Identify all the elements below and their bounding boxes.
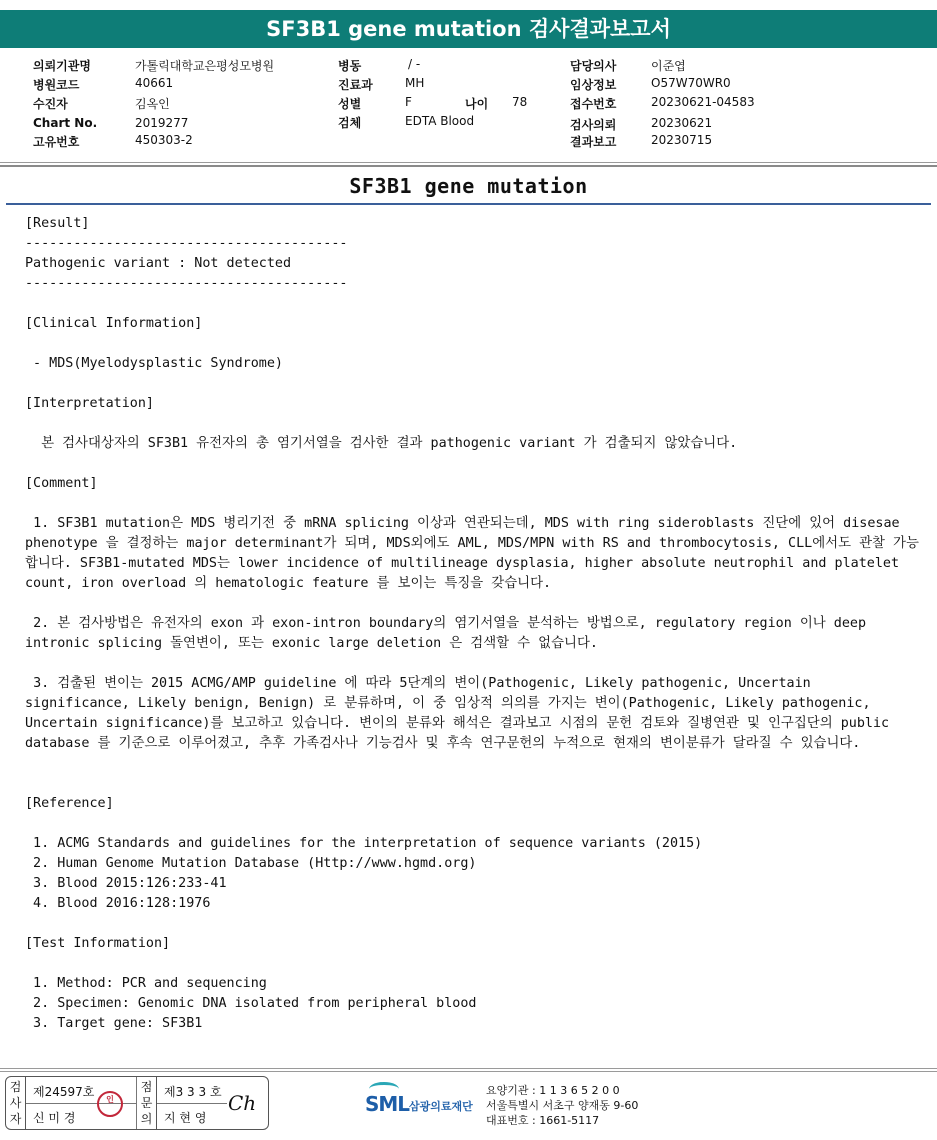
signature-box bbox=[5, 1076, 269, 1130]
section-header-interpretation: [Interpretation] bbox=[25, 396, 154, 411]
separator bbox=[0, 1071, 937, 1072]
test-info-item: 1. Method: PCR and sequencing bbox=[25, 976, 267, 991]
label-receipt-no: 접수번호 bbox=[570, 97, 617, 111]
reference-item: 2. Human Genome Mutation Database (Http://www.hgmd.org) bbox=[25, 856, 477, 871]
label-department: 진료과 bbox=[338, 78, 373, 92]
separator bbox=[0, 165, 937, 167]
section-header-test-info: [Test Information] bbox=[25, 936, 171, 951]
section-header-comment: [Comment] bbox=[25, 476, 98, 491]
dash-line: ---------------------------------------- bbox=[25, 236, 348, 251]
reference-item: 4. Blood 2016:128:1976 bbox=[25, 896, 211, 911]
label-request-date: 검사의뢰 bbox=[570, 118, 617, 132]
value-report-date: 20230715 bbox=[651, 133, 713, 147]
test-info-item: 3. Target gene: SF3B1 bbox=[25, 1016, 203, 1031]
label-age: 나이 bbox=[465, 97, 489, 111]
label-report-date: 결과보고 bbox=[570, 135, 617, 149]
label-patient: 수진자 bbox=[33, 97, 68, 111]
examiner-name: 신 미 경 bbox=[33, 1111, 76, 1125]
value-chart-no: 2019277 bbox=[135, 116, 189, 130]
separator bbox=[0, 162, 937, 163]
interpretation-text: 본 검사대상자의 SF3B1 유전자의 총 염기서열을 검사한 결과 pathogenic variant 가 검출되지 않았습니다. bbox=[25, 436, 738, 451]
org-code: 요양기관 : 1 1 3 6 5 2 0 0 bbox=[486, 1084, 620, 1097]
logo-org-name: 삼광의료재단 bbox=[409, 1100, 473, 1113]
test-info-item: 2. Specimen: Genomic DNA isolated from peripheral blood bbox=[25, 996, 477, 1011]
label-ward: 병동 bbox=[338, 59, 362, 73]
reviewer-name: 지 현 영 bbox=[164, 1111, 207, 1125]
logo-wordmark: SML bbox=[365, 1092, 410, 1116]
patient-info-grid bbox=[0, 54, 937, 158]
label-hospital-code: 병원코드 bbox=[33, 78, 80, 92]
value-age: 78 bbox=[512, 95, 528, 109]
label-specimen: 검체 bbox=[338, 116, 362, 130]
org-phone: 대표번호 : 1661-5117 bbox=[486, 1114, 600, 1127]
reference-item: 1. ACMG Standards and guidelines for the interpretation of sequence variants (2015) bbox=[25, 836, 703, 851]
label-unique-no: 고유번호 bbox=[33, 135, 80, 149]
value-ward: / - bbox=[408, 57, 421, 71]
reviewer-label: 점문의 bbox=[137, 1077, 157, 1129]
report-body bbox=[25, 214, 920, 1034]
sml-logo bbox=[365, 1082, 485, 1128]
comment-paragraph: 2. 본 검사방법은 유전자의 exon 과 exon-intron boundary의 염기서열을 분석하는 방법으로, regulatory region 이나 deep intronic splicing 돌연변이, 또는 exonic large deletion 은 검색할 수 없습니다. bbox=[25, 616, 875, 651]
comment-paragraph: 1. SF3B1 mutation은 MDS 병리기전 중 mRNA splicing 이상과 연관되는데, MDS with ring sideroblasts 진단에 있어 disesae phenotype 을 결정하는 major determinant가 되며, MDS외에도 AML, MDS/MPN with RS and thrombocytosis, CLL에서도 관찰 가능합니다. SF3B1-mutated MDS는 lower incidence of multilineage dysplasia, higher absolute neutrophil and platelet count, iron overload 의 hematologic feature 를 보이는 특징을 갖습니다. bbox=[25, 516, 919, 591]
result-text: Pathogenic variant : Not detected bbox=[25, 256, 292, 271]
label-chart-no: Chart No. bbox=[33, 116, 98, 130]
separator bbox=[0, 1068, 937, 1069]
label-requesting-institution: 의뢰기관명 bbox=[33, 59, 91, 73]
value-hospital-code: 40661 bbox=[135, 76, 174, 90]
value-patient: 김옥인 bbox=[135, 97, 170, 111]
org-address: 서울특별시 서초구 양재동 9-60 bbox=[486, 1099, 639, 1112]
examiner-seal: 인 bbox=[97, 1091, 123, 1117]
section-header-result: [Result] bbox=[25, 216, 90, 231]
section-header-clinical: [Clinical Information] bbox=[25, 316, 203, 331]
dash-line: ---------------------------------------- bbox=[25, 276, 348, 291]
label-sex: 성별 bbox=[338, 97, 362, 111]
reference-item: 3. Blood 2015:126:233-41 bbox=[25, 876, 227, 891]
report-title: SF3B1 gene mutation bbox=[349, 174, 588, 198]
value-sex: F bbox=[405, 95, 412, 109]
comment-paragraph: 3. 검출된 변이는 2015 ACMG/AMP guideline 에 따라 5단계의 변이(Pathogenic, Likely pathogenic, Uncertain significance, Likely benign, Benign) 로 분류하며, 이 중 임상적 의의를 가지는 변이(Pathogenic, Likely pathogenic, Uncertain significance)를 보고하고 있습니다. 변이의 분류와 해석은 결과보고 시점의 문헌 검토와 질병연관 및 인구집단의 public database 를 기준으로 이루어졌고, 추후 가족검사나 기능검사 및 후속 연구문헌의 누적으로 현재의 변이분류가 달라질 수 있습니다. bbox=[25, 676, 898, 751]
examiner-label: 검사자 bbox=[6, 1077, 26, 1129]
organization-info bbox=[486, 1083, 638, 1128]
report-header-title: SF3B1 gene mutation 검사결과보고서 bbox=[0, 10, 937, 48]
value-clinical-info: O57W70WR0 bbox=[651, 76, 731, 90]
value-receipt-no: 20230621-04583 bbox=[651, 95, 755, 109]
label-clinical-info: 임상정보 bbox=[570, 78, 617, 92]
value-department: MH bbox=[405, 76, 425, 90]
value-unique-no: 450303-2 bbox=[135, 133, 193, 147]
clinical-text: - MDS(Myelodysplastic Syndrome) bbox=[25, 356, 283, 371]
value-physician: 이준엽 bbox=[651, 59, 686, 73]
section-header-reference: [Reference] bbox=[25, 796, 114, 811]
value-specimen: EDTA Blood bbox=[405, 114, 475, 128]
value-request-date: 20230621 bbox=[651, 116, 713, 130]
title-underline bbox=[6, 203, 931, 205]
value-requesting-institution: 가톨릭대학교은평성모병원 bbox=[135, 59, 275, 73]
examiner-license-no: 제24597호 bbox=[33, 1085, 95, 1099]
reviewer-license-no: 제3 3 3 호 bbox=[164, 1085, 222, 1099]
label-physician: 담당의사 bbox=[570, 59, 617, 73]
reviewer-signature: Ch bbox=[228, 1091, 257, 1115]
